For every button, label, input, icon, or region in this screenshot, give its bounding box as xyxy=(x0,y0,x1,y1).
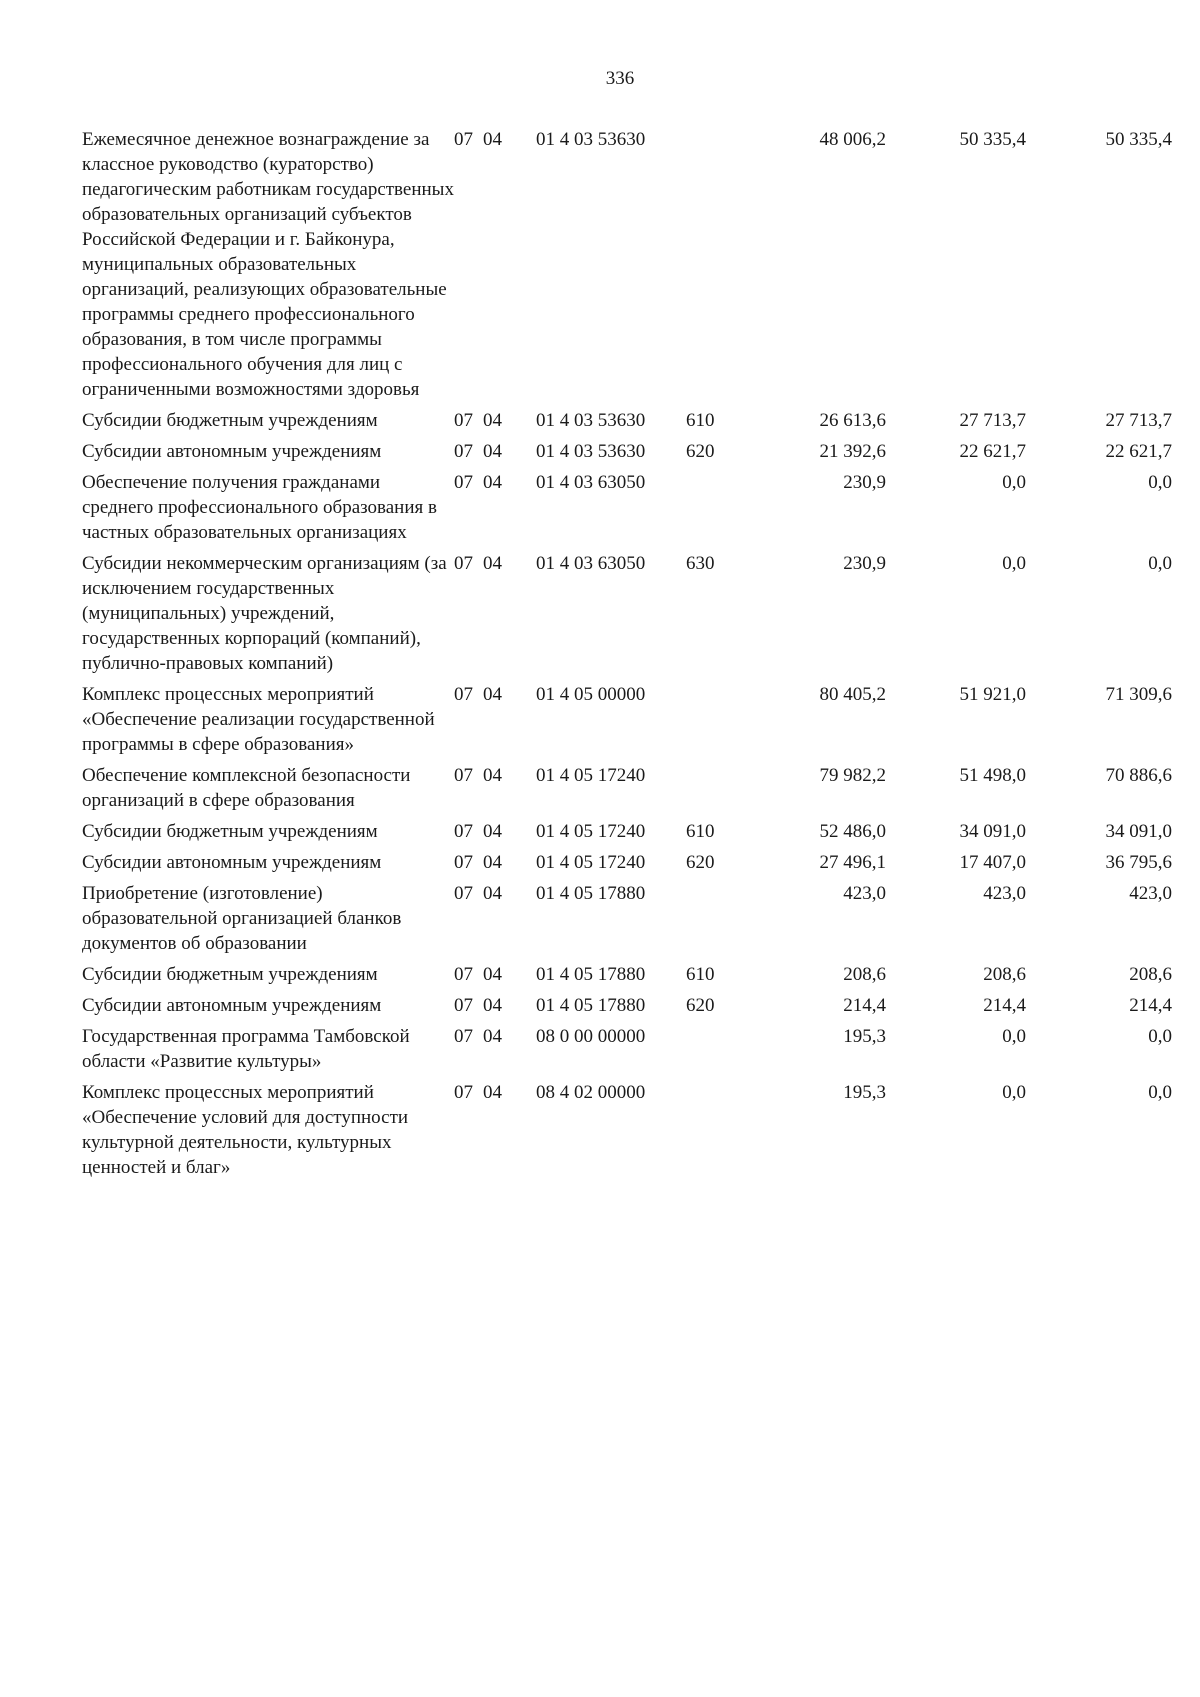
row-value-2: 0,0 xyxy=(1002,553,1026,574)
row-section xyxy=(454,1080,536,1186)
row-name: Субсидии бюджетным учреждениям xyxy=(82,964,378,985)
table-row xyxy=(82,819,1172,850)
row-value-2: 208,6 xyxy=(983,964,1026,985)
row-value-1: 208,6 xyxy=(843,964,886,985)
row-csr: 01 4 05 17880 xyxy=(536,964,646,985)
row-value-2: 22 621,7 xyxy=(959,441,1026,462)
row-csr: 01 4 05 17880 xyxy=(536,883,646,904)
row-value-1: 79 982,2 xyxy=(819,765,886,786)
row-rz: 07 xyxy=(454,553,473,574)
table-row xyxy=(82,763,1172,819)
row-rz: 07 xyxy=(454,472,473,493)
row-section xyxy=(454,551,536,682)
row-name: Субсидии автономным учреждениям xyxy=(82,995,382,1016)
row-pr: 04 xyxy=(483,852,502,873)
table-row xyxy=(82,470,1172,551)
row-pr: 04 xyxy=(483,684,502,705)
row-section xyxy=(454,470,536,551)
row-name: Субсидии автономным учреждениям xyxy=(82,441,382,462)
row-section xyxy=(454,439,536,470)
row-value-3: 70 886,6 xyxy=(1105,765,1172,786)
row-rz: 07 xyxy=(454,852,473,873)
row-value-3: 36 795,6 xyxy=(1105,852,1172,873)
row-value-2: 0,0 xyxy=(1002,1082,1026,1103)
page-number: 336 xyxy=(605,68,635,89)
row-pr: 04 xyxy=(483,821,502,842)
row-rz: 07 xyxy=(454,964,473,985)
row-csr: 01 4 03 53630 xyxy=(536,441,646,462)
row-value-1: 27 496,1 xyxy=(819,852,886,873)
row-section xyxy=(454,1024,536,1080)
table-row xyxy=(82,408,1172,439)
row-value-1: 214,4 xyxy=(843,995,886,1016)
row-csr: 01 4 05 17240 xyxy=(536,821,646,842)
row-rz: 07 xyxy=(454,883,473,904)
row-csr: 01 4 03 63050 xyxy=(536,472,646,493)
row-rz: 07 xyxy=(454,821,473,842)
row-value-3: 27 713,7 xyxy=(1105,410,1172,431)
row-pr: 04 xyxy=(483,883,502,904)
row-vr xyxy=(686,682,746,763)
budget-table xyxy=(82,127,1172,1186)
table-row xyxy=(82,682,1172,763)
row-csr: 08 4 02 00000 xyxy=(536,1082,646,1103)
row-pr: 04 xyxy=(483,995,502,1016)
row-name: Приобретение (изготовление) образовательной организацией бланков документов об образовании xyxy=(82,883,402,954)
row-vr xyxy=(686,1080,746,1186)
row-vr: 610 xyxy=(686,964,715,985)
row-value-2: 0,0 xyxy=(1002,1026,1026,1047)
row-csr: 01 4 03 53630 xyxy=(536,129,646,150)
table-row xyxy=(82,127,1172,408)
row-value-1: 48 006,2 xyxy=(819,129,886,150)
row-section xyxy=(454,962,536,993)
row-value-2: 17 407,0 xyxy=(959,852,1026,873)
row-value-3: 0,0 xyxy=(1148,1082,1172,1103)
row-section xyxy=(454,408,536,439)
row-pr: 04 xyxy=(483,1082,502,1103)
table-row xyxy=(82,1024,1172,1080)
row-vr: 610 xyxy=(686,410,715,431)
row-vr xyxy=(686,470,746,551)
row-pr: 04 xyxy=(483,129,502,150)
row-rz: 07 xyxy=(454,410,473,431)
row-csr: 01 4 03 63050 xyxy=(536,553,646,574)
row-value-1: 195,3 xyxy=(843,1026,886,1047)
row-value-3: 0,0 xyxy=(1148,553,1172,574)
row-value-2: 0,0 xyxy=(1002,472,1026,493)
row-section xyxy=(454,881,536,962)
row-value-3: 208,6 xyxy=(1129,964,1172,985)
row-pr: 04 xyxy=(483,1026,502,1047)
row-vr: 620 xyxy=(686,995,715,1016)
row-vr: 630 xyxy=(686,553,715,574)
row-name: Ежемесячное денежное вознаграждение за классное руководство (кураторство) педагогическим работникам государственных образовательных организаций субъектов Российской Федерации и г. Байконура, муниципальных образовательных организаций, реализующих образовательные программы среднего профессионального образования, в том числе программы профессионального обучения для лиц с ограниченными возможностями здоровья xyxy=(82,129,454,400)
row-value-3: 214,4 xyxy=(1129,995,1172,1016)
row-value-2: 51 921,0 xyxy=(959,684,1026,705)
row-pr: 04 xyxy=(483,765,502,786)
row-vr xyxy=(686,1024,746,1080)
row-value-3: 0,0 xyxy=(1148,1026,1172,1047)
row-value-2: 51 498,0 xyxy=(959,765,1026,786)
row-section xyxy=(454,819,536,850)
row-section xyxy=(454,993,536,1024)
table-row xyxy=(82,881,1172,962)
row-name: Субсидии бюджетным учреждениям xyxy=(82,821,378,842)
row-pr: 04 xyxy=(483,553,502,574)
row-value-3: 50 335,4 xyxy=(1105,129,1172,150)
row-value-2: 27 713,7 xyxy=(959,410,1026,431)
row-value-2: 50 335,4 xyxy=(959,129,1026,150)
row-csr: 01 4 05 17880 xyxy=(536,995,646,1016)
row-section xyxy=(454,682,536,763)
row-value-1: 26 613,6 xyxy=(819,410,886,431)
row-value-1: 195,3 xyxy=(843,1082,886,1103)
row-rz: 07 xyxy=(454,765,473,786)
row-value-3: 22 621,7 xyxy=(1105,441,1172,462)
row-value-2: 423,0 xyxy=(983,883,1026,904)
row-csr: 01 4 05 17240 xyxy=(536,852,646,873)
row-csr: 01 4 05 00000 xyxy=(536,684,646,705)
row-value-1: 52 486,0 xyxy=(819,821,886,842)
row-vr xyxy=(686,127,746,408)
row-csr: 01 4 03 53630 xyxy=(536,410,646,431)
row-csr: 01 4 05 17240 xyxy=(536,765,646,786)
row-value-3: 0,0 xyxy=(1148,472,1172,493)
row-section xyxy=(454,127,536,408)
row-value-2: 214,4 xyxy=(983,995,1026,1016)
row-name: Субсидии автономным учреждениям xyxy=(82,852,382,873)
row-pr: 04 xyxy=(483,441,502,462)
row-value-1: 21 392,6 xyxy=(819,441,886,462)
row-csr: 08 0 00 00000 xyxy=(536,1026,646,1047)
row-section xyxy=(454,763,536,819)
row-value-3: 34 091,0 xyxy=(1105,821,1172,842)
row-section xyxy=(454,850,536,881)
row-value-2: 34 091,0 xyxy=(959,821,1026,842)
row-rz: 07 xyxy=(454,1026,473,1047)
row-value-1: 230,9 xyxy=(843,472,886,493)
row-vr: 620 xyxy=(686,441,715,462)
row-vr xyxy=(686,881,746,962)
row-rz: 07 xyxy=(454,129,473,150)
row-rz: 07 xyxy=(454,684,473,705)
row-name: Субсидии бюджетным учреждениям xyxy=(82,410,378,431)
row-value-3: 71 309,6 xyxy=(1105,684,1172,705)
row-name: Государственная программа Тамбовской области «Развитие культуры» xyxy=(82,1026,410,1072)
row-pr: 04 xyxy=(483,964,502,985)
row-value-1: 423,0 xyxy=(843,883,886,904)
row-pr: 04 xyxy=(483,472,502,493)
table-row xyxy=(82,551,1172,682)
row-name: Комплекс процессных мероприятий «Обеспечение условий для доступности культурной деятельности, культурных ценностей и благ» xyxy=(82,1082,409,1178)
row-pr: 04 xyxy=(483,410,502,431)
row-vr: 620 xyxy=(686,852,715,873)
row-name: Комплекс процессных мероприятий «Обеспечение реализации государственной программы в сфере образования» xyxy=(82,684,435,755)
table-row xyxy=(82,962,1172,993)
row-value-1: 230,9 xyxy=(843,553,886,574)
row-rz: 07 xyxy=(454,441,473,462)
row-name: Обеспечение получения гражданами среднего профессионального образования в частных образовательных организациях xyxy=(82,472,437,543)
table-row xyxy=(82,850,1172,881)
row-vr xyxy=(686,763,746,819)
row-rz: 07 xyxy=(454,995,473,1016)
row-name: Обеспечение комплексной безопасности организаций в сфере образования xyxy=(82,765,411,811)
table-row xyxy=(82,439,1172,470)
table-row xyxy=(82,993,1172,1024)
row-value-3: 423,0 xyxy=(1129,883,1172,904)
row-rz: 07 xyxy=(454,1082,473,1103)
row-name: Субсидии некоммерческим организациям (за исключением государственных (муниципальных) учреждений, государственных корпораций (компаний), публично-правовых компаний) xyxy=(82,553,447,674)
row-value-1: 80 405,2 xyxy=(819,684,886,705)
table-row xyxy=(82,1080,1172,1186)
row-vr: 610 xyxy=(686,821,715,842)
